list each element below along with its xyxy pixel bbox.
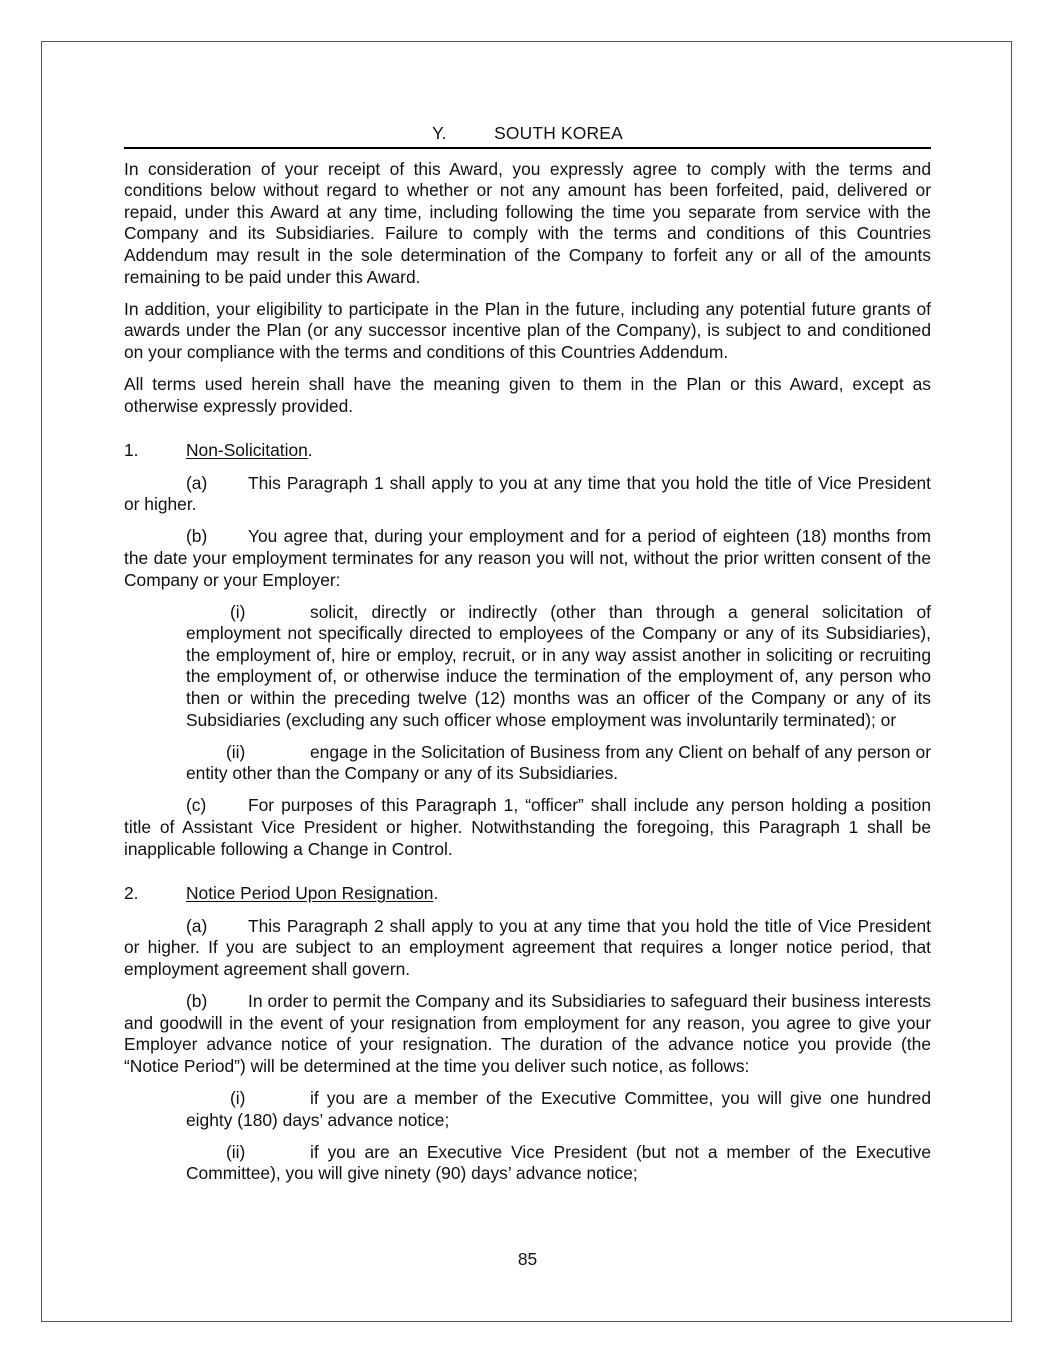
paragraph-2b-i bbox=[186, 1088, 931, 1131]
document-body bbox=[124, 123, 931, 1195]
paragraph-2b-ii-label: (ii) bbox=[226, 1141, 246, 1162]
section-letter: Y. bbox=[432, 123, 447, 143]
intro-paragraph-1: In consideration of your receipt of this Award, you expressly agree to comply with the terms and conditions below without regard to whether or not any amount has been forfeited, paid, delivered or repaid, under this Award at any time, including following the time you separate from service with the Company and its Subsidiaries. Failure to comply with the terms and conditions of this Countries Addendum may result in the sole determination of the Company to forfeit any or all of the amounts remaining to be paid under this Award. bbox=[124, 158, 931, 287]
paragraph-1b-ii-label: (ii) bbox=[226, 741, 246, 762]
paragraph-1-heading: 1. Non-Solicitation. bbox=[124, 440, 313, 461]
paragraph-1a-text: This Paragraph 1 shall apply to you at any time that you hold the title of Vice President or higher. bbox=[124, 472, 931, 515]
paragraph-1-title: Non-Solicitation bbox=[186, 440, 308, 461]
paragraph-1b-ii-text: engage in the Solicitation of Business from any Client on behalf of any person or entity other than the Company or any of its Subsidiaries. bbox=[186, 741, 931, 784]
paragraph-2b-text: In order to permit the Company and its Subsidiaries to safeguard their business interests and goodwill in the event of your resignation from employment for any reason, you agree to give your Employer advance notice of your resignation. The duration of the advance notice you provide (the “Notice Period”) will be determined at the time you deliver such notice, as follows: bbox=[124, 991, 931, 1076]
paragraph-1b-i-label: (i) bbox=[230, 601, 246, 622]
paragraph-1b-label: (b) bbox=[186, 526, 208, 547]
intro-paragraph-2: In addition, your eligibility to participate in the Plan in the future, including any potential future grants of awards under the Plan (or any successor incentive plan of the Company), is subject to and conditioned on your compliance with the terms and conditions of this Countries Addendum. bbox=[124, 298, 931, 362]
paragraph-1c bbox=[124, 795, 931, 860]
paragraph-2a-text: This Paragraph 2 shall apply to you at any time that you hold the title of Vice President or higher. If you are subject to an employment agreement that requires a longer notice period, that employment agreement shall govern. bbox=[124, 915, 931, 979]
paragraph-2b-label: (b) bbox=[186, 991, 208, 1012]
paragraph-1b-i bbox=[186, 602, 931, 732]
paragraph-1c-label: (c) bbox=[186, 795, 207, 816]
paragraph-1b-text: You agree that, during your employment and for a period of eighteen (18) months from the date your employment terminates for any reason you will not, without the prior written consent of the Company or your Employer: bbox=[124, 526, 931, 590]
paragraph-2b-ii-text: if you are an Executive Vice President (but not a member of the Executive Committee), you will give ninety (90) days’ advance notice; bbox=[186, 1141, 931, 1184]
paragraph-2a-label: (a) bbox=[186, 915, 208, 936]
paragraph-1a-label: (a) bbox=[186, 472, 208, 493]
paragraph-2a bbox=[124, 916, 931, 981]
paragraph-2b bbox=[124, 991, 931, 1077]
paragraph-1b-ii bbox=[186, 742, 931, 785]
paragraph-2b-ii bbox=[186, 1142, 931, 1185]
intro-paragraph-3: All terms used herein shall have the meaning given to them in the Plan or this Award, except as otherwise expressly provided. bbox=[124, 373, 931, 416]
paragraph-1-number: 1. bbox=[124, 440, 139, 461]
paragraph-2b-i-label: (i) bbox=[230, 1087, 246, 1108]
section-title: SOUTH KOREA bbox=[494, 123, 623, 143]
page-number: 85 bbox=[517, 1249, 538, 1269]
paragraph-1c-text: For purposes of this Paragraph 1, “officer” shall include any person holding a position title of Assistant Vice President or higher. Notwithstanding the foregoing, this Paragraph 1 shall be inapplicable following a Change in Control. bbox=[124, 795, 931, 859]
paragraph-1b bbox=[124, 526, 931, 591]
paragraph-1a bbox=[124, 473, 931, 516]
paragraph-2-title: Notice Period Upon Resignation bbox=[186, 883, 434, 904]
paragraph-2b-i-text: if you are a member of the Executive Committee, you will give one hundred eighty (180) days’ advance notice; bbox=[186, 1087, 931, 1130]
paragraph-2-number: 2. bbox=[124, 883, 139, 904]
paragraph-2-heading: 2. Notice Period Upon Resignation. bbox=[124, 883, 439, 904]
section-heading bbox=[124, 123, 931, 149]
paragraph-1b-i-text: solicit, directly or indirectly (other than through a general solicitation of employment not specifically directed to employees of the Company or any of its Subsidiaries), the employment of, hire or employ, recruit, or in any way assist another in soliciting or recruiting the employment of, or otherwise induce the termination of the employment of, any person who then or within the preceding twelve (12) months was an officer of the Company or any of its Subsidiaries (excluding any such officer whose employment was involuntarily terminated); or bbox=[186, 601, 931, 730]
